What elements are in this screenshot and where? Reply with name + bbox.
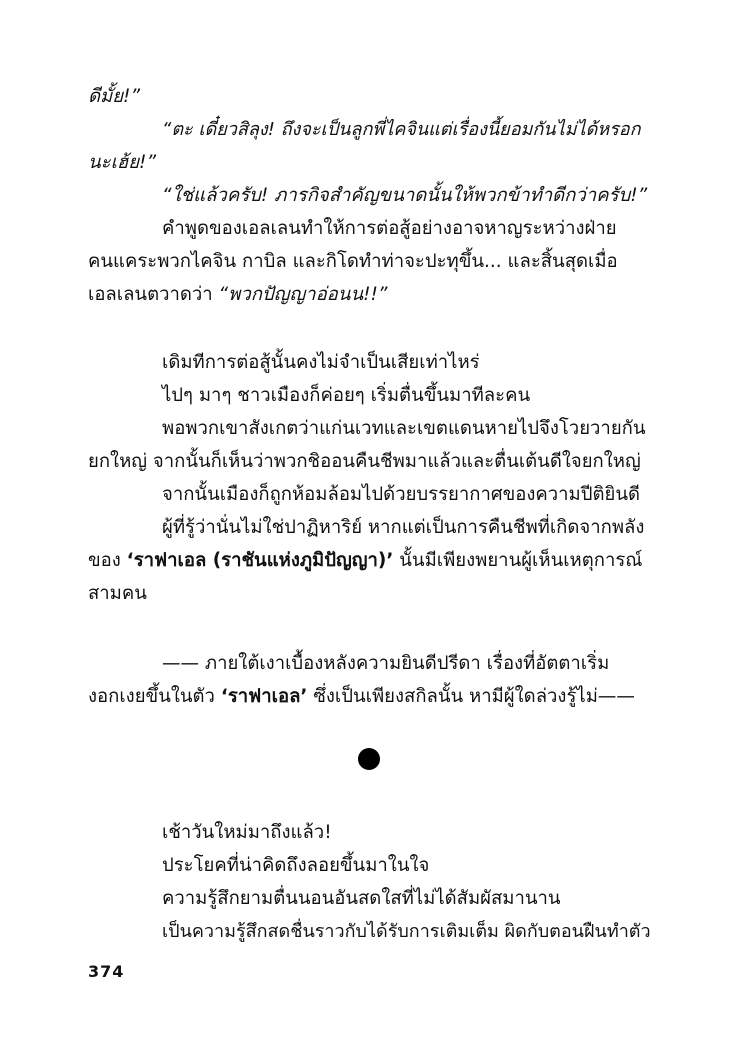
text-line: ไปๆ มาๆ ชาวเมืองก็ค่อยๆ เริ่มตื่นขึ้นมาทีละคน — [162, 385, 531, 406]
text-line: —— ภายใต้เงาเบื้องหลังความยินดีปรีดา เรื่องที่อัตตาเริ่ม — [162, 653, 610, 674]
text-run: นั้นมีเพียงพยานผู้เห็นเหตุการณ์ — [393, 550, 643, 571]
text-line: คำพูดของเอลเลนทำให้การต่อสู้อย่างอาจหาญระหว่างฝ่าย — [162, 218, 617, 239]
text-line — [88, 548, 650, 574]
text-line: เดิมทีการต่อสู้นั้นคงไม่จำเป็นเสียเท่าไหร่ — [162, 352, 480, 373]
skill-name: ‘ราฟาเอล’ — [220, 686, 308, 707]
text-run: งอกเงยขึ้นในตัว — [88, 686, 221, 707]
page-number: 374 — [88, 962, 125, 981]
text-line: นะเฮ้ย!” — [88, 152, 157, 173]
text-line — [88, 684, 650, 710]
text-line: จากนั้นเมืองก็ถูกห้อมล้อมไปด้วยบรรยากาศของความปีติยินดี — [162, 484, 640, 505]
text-line: เป็นความรู้สึกสดชื่นราวกับได้รับการเติมเต็ม ผิดกับตอนฝืนทำตัว — [162, 921, 651, 942]
text-line: ความรู้สึกยามตื่นนอนอันสดใสที่ไม่ได้สัมผัสมานาน — [162, 888, 561, 909]
text-line: สามคน — [88, 583, 147, 604]
text-run: ซึ่งเป็นเพียงสกิลนั้น หามีผู้ใดล่วงรู้ไม่—— — [307, 686, 635, 707]
skill-name: ‘ราฟาเอล (ราชันแห่งภูมิปัญญา)’ — [126, 550, 394, 571]
shout-quote: “พวกปัญญาอ่อนน!!” — [218, 284, 388, 305]
text-line: “ตะ เดี๋ยวสิลุง! ถึงจะเป็นลูกพี่ไคจินแต่เรื่องนี้ยอมกันไม่ได้หรอก — [162, 119, 641, 140]
text-line: ยกใหญ่ จากนั้นก็เห็นว่าพวกชิออนคืนชีพมาแล้วและตื่นเต้นดีใจยกใหญ่ — [88, 451, 641, 472]
text-line: ประโยคที่น่าคิดถึงลอยขึ้นมาในใจ — [162, 855, 430, 876]
text-line: พอพวกเขาสังเกตว่าแก่นเวทและเขตแดนหายไปจึงโวยวายกัน — [162, 418, 646, 439]
text-line: เช้าวันใหม่มาถึงแล้ว! — [162, 822, 332, 843]
text-run: ของ — [88, 550, 127, 571]
text-line: ดีมั้ย!” — [88, 86, 141, 107]
text-line — [88, 282, 650, 308]
text-line: ผู้ที่รู้ว่านั่นไม่ใช่ปาฏิหาริย์ หากแต่เป็นการคืนชีพที่เกิดจากพลัง — [162, 517, 645, 538]
text-run: เอลเลนตวาดว่า — [88, 284, 219, 305]
text-line: คนแคระพวกไคจิน กาบิล และกิโดทำท่าจะปะทุขึ้น... และสิ้นสุดเมื่อ — [88, 251, 618, 272]
section-break-dot — [358, 748, 380, 770]
text-line: “ใช่แล้วครับ! ภารกิจสำคัญขนาดนั้นให้พวกข้าทำดีกว่าครับ!” — [162, 185, 648, 206]
